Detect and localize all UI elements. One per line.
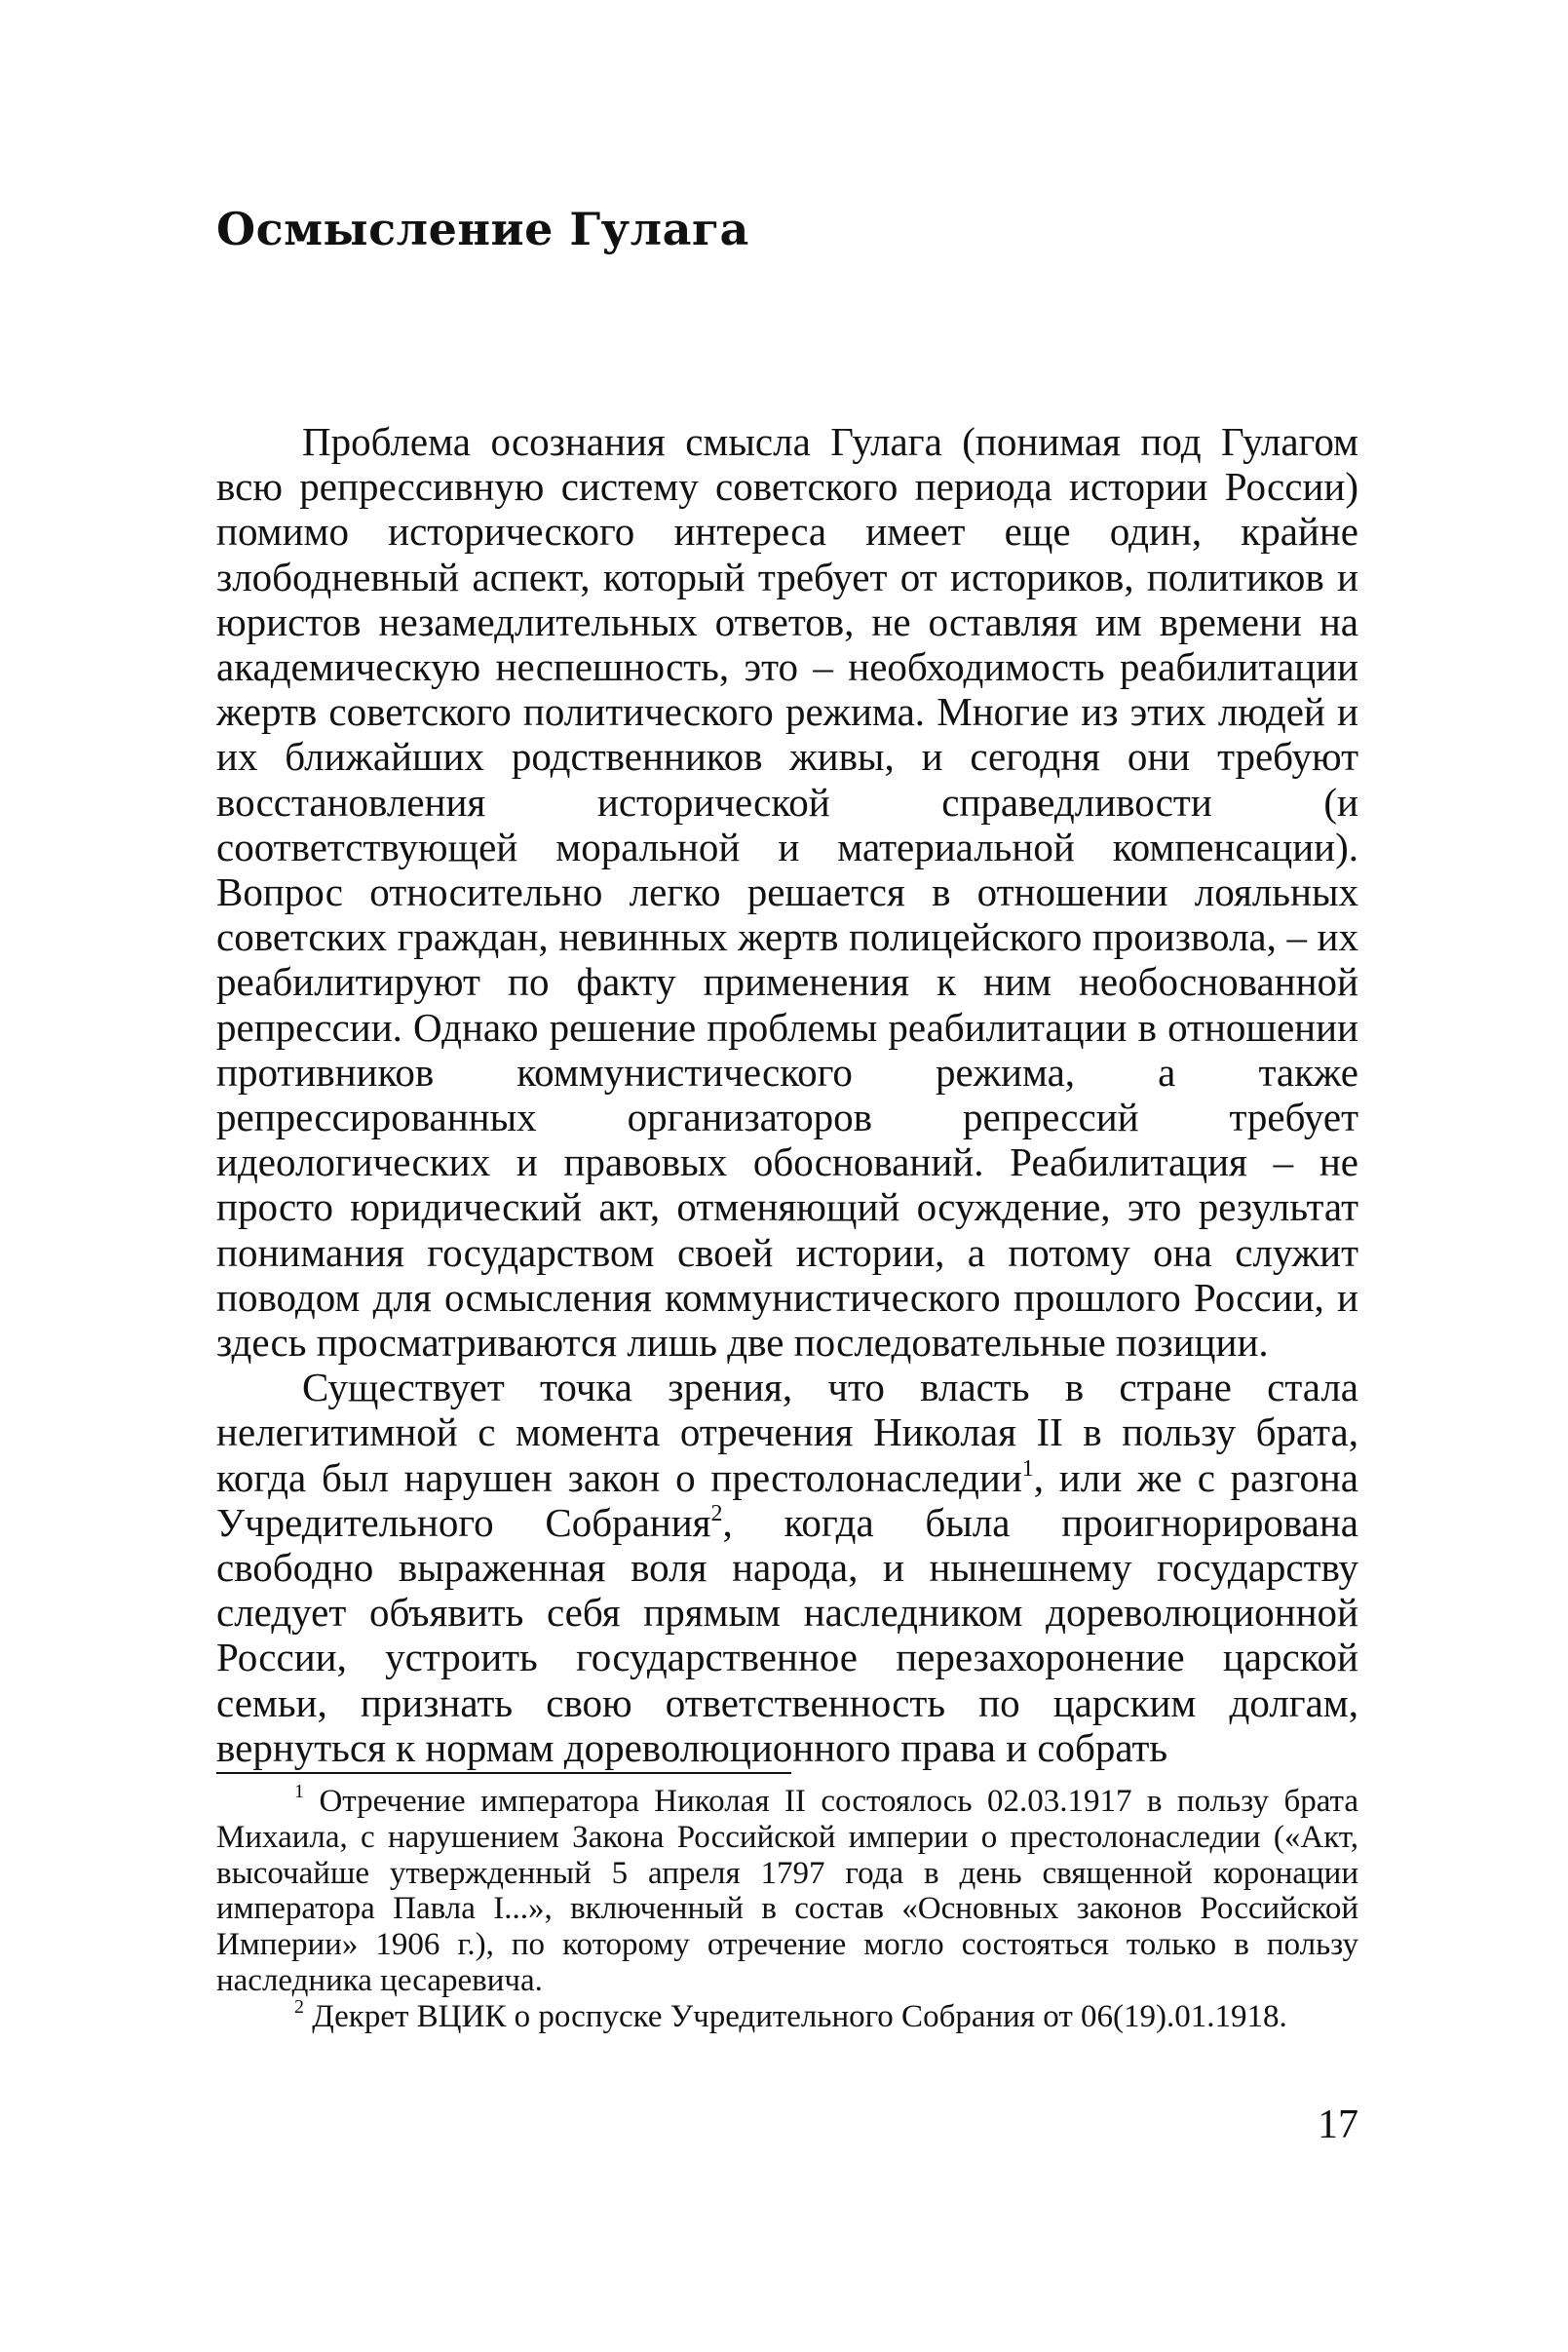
footnote-divider <box>216 1772 791 1774</box>
paragraph-1-text: Проблема осознания смысла Гулага (понимая под Гулагом всю репрессивную систему советского периода истории России) помимо исторического интереса имеет еще один, крайне злободневный аспект, который требует от историков, политиков и юристов незамедлительных ответов, не оставляя им времени на академическую неспешность, это – необходимость реабилитации жертв советского политического режима. Многие из этих людей и их ближайших родственников живы, и сегодня они требуют восстановления исторической справедливости (и соответствующей моральной и материальной компенсации). Вопрос относительно легко решается в отношении лояльных советских граждан, невинных жертв полицейского произвола, – их реабилитируют по факту применения к ним необоснованной репрессии. Однако решение проблемы реабилитации в отношении противников коммунистического режима, а также репрессированных организаторов репрессий требует идеологических и правовых обоснований. Реабилитация – не просто юридический акт, отменяющий осуждение, это результат понимания государством своей истории, а потому она служит поводом для осмысления коммунистического прошлого России, и здесь просматриваются лишь две последовательные позиции. <box>216 419 1358 1366</box>
paragraph-1 <box>216 419 1358 1365</box>
footnote-ref-2[interactable]: 2 <box>710 1500 723 1526</box>
paragraph-2-text-b: , или же с разгона Учредительного Собрания <box>216 1454 1359 1545</box>
footnotes <box>216 1781 1358 2035</box>
footnote-2-text: Декрет ВЦИК о роспуске Учредительного Собрания от 06(19).01.1918. <box>304 1998 1287 2034</box>
footnote-marker-1: 1 <box>294 1781 304 1802</box>
footnote-ref-1[interactable]: 1 <box>1021 1455 1034 1482</box>
footnote-marker-2: 2 <box>294 1995 304 2018</box>
footnote-2 <box>216 1995 1358 2035</box>
footnote-1-text: Отречение императора Николая II состоялось 02.03.1917 в пользу брата Михаила, с нарушением Закона Российской империи о престолонаследии («Акт, высочайше утвержденный 5 апреля 1797 года в день священной коронации императора Павла I...», включенный в состав «Основных законов Российской Империи» 1906 г.), по которому отречение могло состояться только в пользу наследника цесаревича. <box>216 1784 1358 1998</box>
paragraph-2-text-a: Существует точка зрения, что власть в стране стала нелегитимной с момента отречения Николая II в пользу брата, когда был нарушен закон о престолонаследии <box>216 1365 1358 1500</box>
chapter-title: Осмысление Гулага <box>216 203 749 255</box>
footnote-1 <box>216 1781 1358 1999</box>
page-number: 17 <box>1318 2102 1358 2147</box>
paragraph-2-text-c: , когда была проигнорирована свободно выраженная воля народа, и нынешнему государству следует объявить себя прямым наследником дореволюционной России, устроить государственное перезахоронение царской семьи, признать свою ответственность по царским долгам, вернуться к нормам дореволюционного права и собрать <box>216 1499 1358 1770</box>
body-text <box>216 419 1358 1770</box>
paragraph-2 <box>216 1365 1358 1770</box>
